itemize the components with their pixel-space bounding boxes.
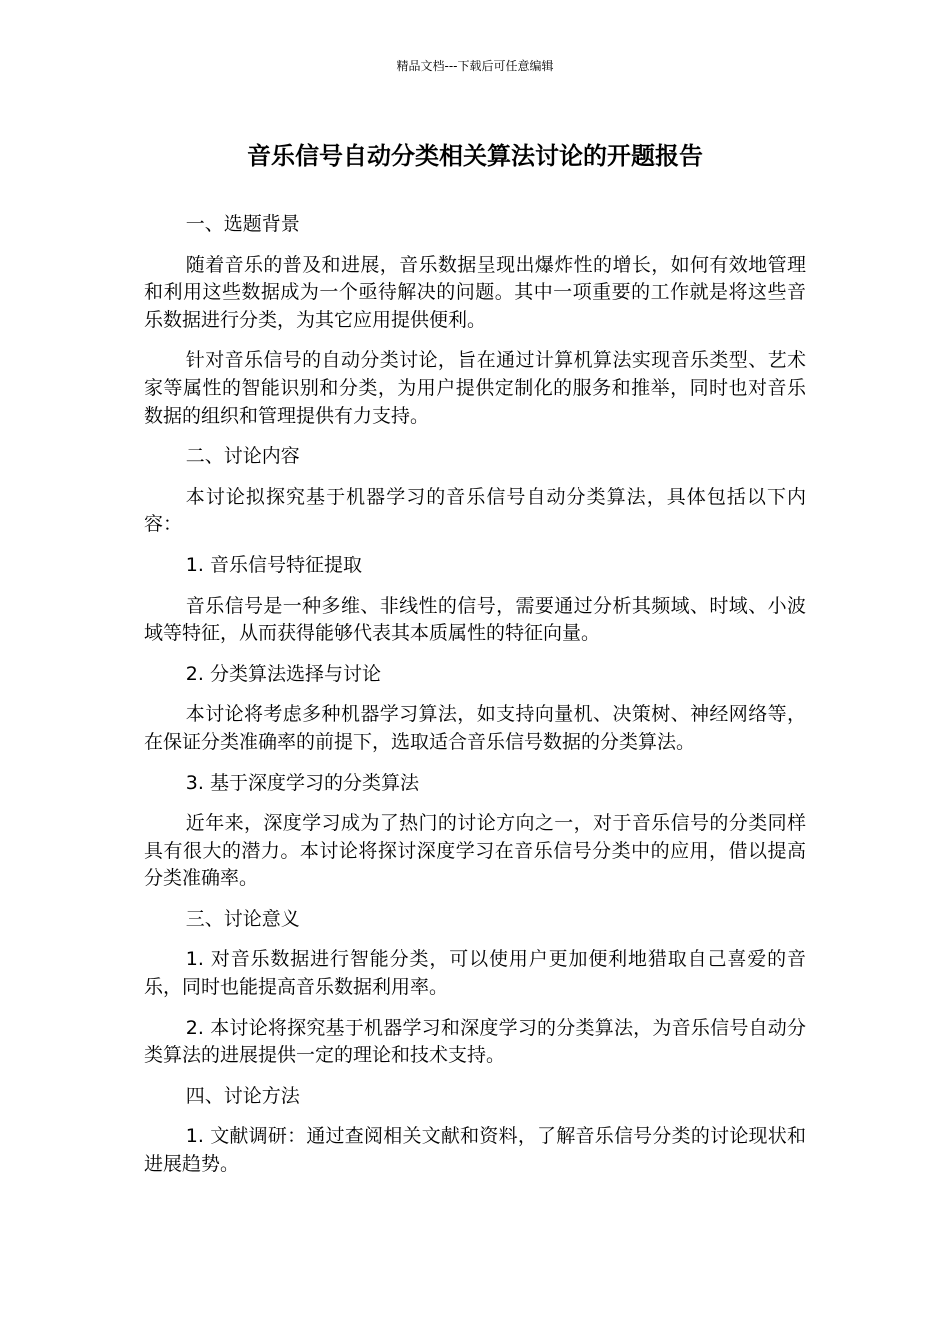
list-item: 1. 文献调研：通过查阅相关文献和资料，了解音乐信号分类的讨论现状和进展趋势。 xyxy=(144,1125,806,1176)
subheading-deep-learning: 3. 基于深度学习的分类算法 xyxy=(185,771,419,794)
subheading-algorithm-selection: 2. 分类算法选择与讨论 xyxy=(185,662,381,685)
section-heading-significance: 三、讨论意义 xyxy=(185,907,300,930)
list-item: 2. 本讨论将探究基于机器学习和深度学习的分类算法，为音乐信号自动分类算法的进展提供一定的理论和技术支持。 xyxy=(144,1016,806,1067)
section-heading-content: 二、讨论内容 xyxy=(185,445,300,468)
list-item: 1. 对音乐数据进行智能分类，可以使用户更加便利地猎取自己喜爱的音乐，同时也能提高音乐数据利用率。 xyxy=(144,948,806,999)
body-paragraph: 本讨论拟探究基于机器学习的音乐信号自动分类算法，具体包括以下内容： xyxy=(144,485,806,536)
body-paragraph: 随着音乐的普及和进展，音乐数据呈现出爆炸性的增长，如何有效地管理和利用这些数据成为一个亟待解决的问题。其中一项重要的工作就是将这些音乐数据进行分类，为其它应用提供便利。 xyxy=(144,253,806,331)
section-heading-background: 一、选题背景 xyxy=(185,213,300,235)
body-paragraph: 本讨论将考虑多种机器学习算法，如支持向量机、决策树、神经网络等，在保证分类准确率的前提下，选取适合音乐信号数据的分类算法。 xyxy=(144,703,806,753)
document-body xyxy=(144,211,806,1192)
body-paragraph: 针对音乐信号的自动分类讨论，旨在通过计算机算法实现音乐类型、艺术家等属性的智能识别和分类，为用户提供定制化的服务和推举，同时也对音乐数据的组织和管理提供有力支持。 xyxy=(144,349,806,427)
page-header: 精品文档---下载后可任意编辑 xyxy=(396,59,554,73)
document-title: 音乐信号自动分类相关算法讨论的开题报告 xyxy=(247,142,703,170)
body-paragraph: 近年来，深度学习成为了热门的讨论方向之一，对于音乐信号的分类同样具有很大的潜力。本讨论将探讨深度学习在音乐信号分类中的应用，借以提高分类准确率。 xyxy=(144,812,806,890)
subheading-feature-extraction: 1. 音乐信号特征提取 xyxy=(185,553,362,576)
body-paragraph: 音乐信号是一种多维、非线性的信号，需要通过分析其频域、时域、小波域等特征，从而获得能够代表其本质属性的特征向量。 xyxy=(144,594,806,645)
section-heading-methods: 四、讨论方法 xyxy=(185,1084,300,1107)
